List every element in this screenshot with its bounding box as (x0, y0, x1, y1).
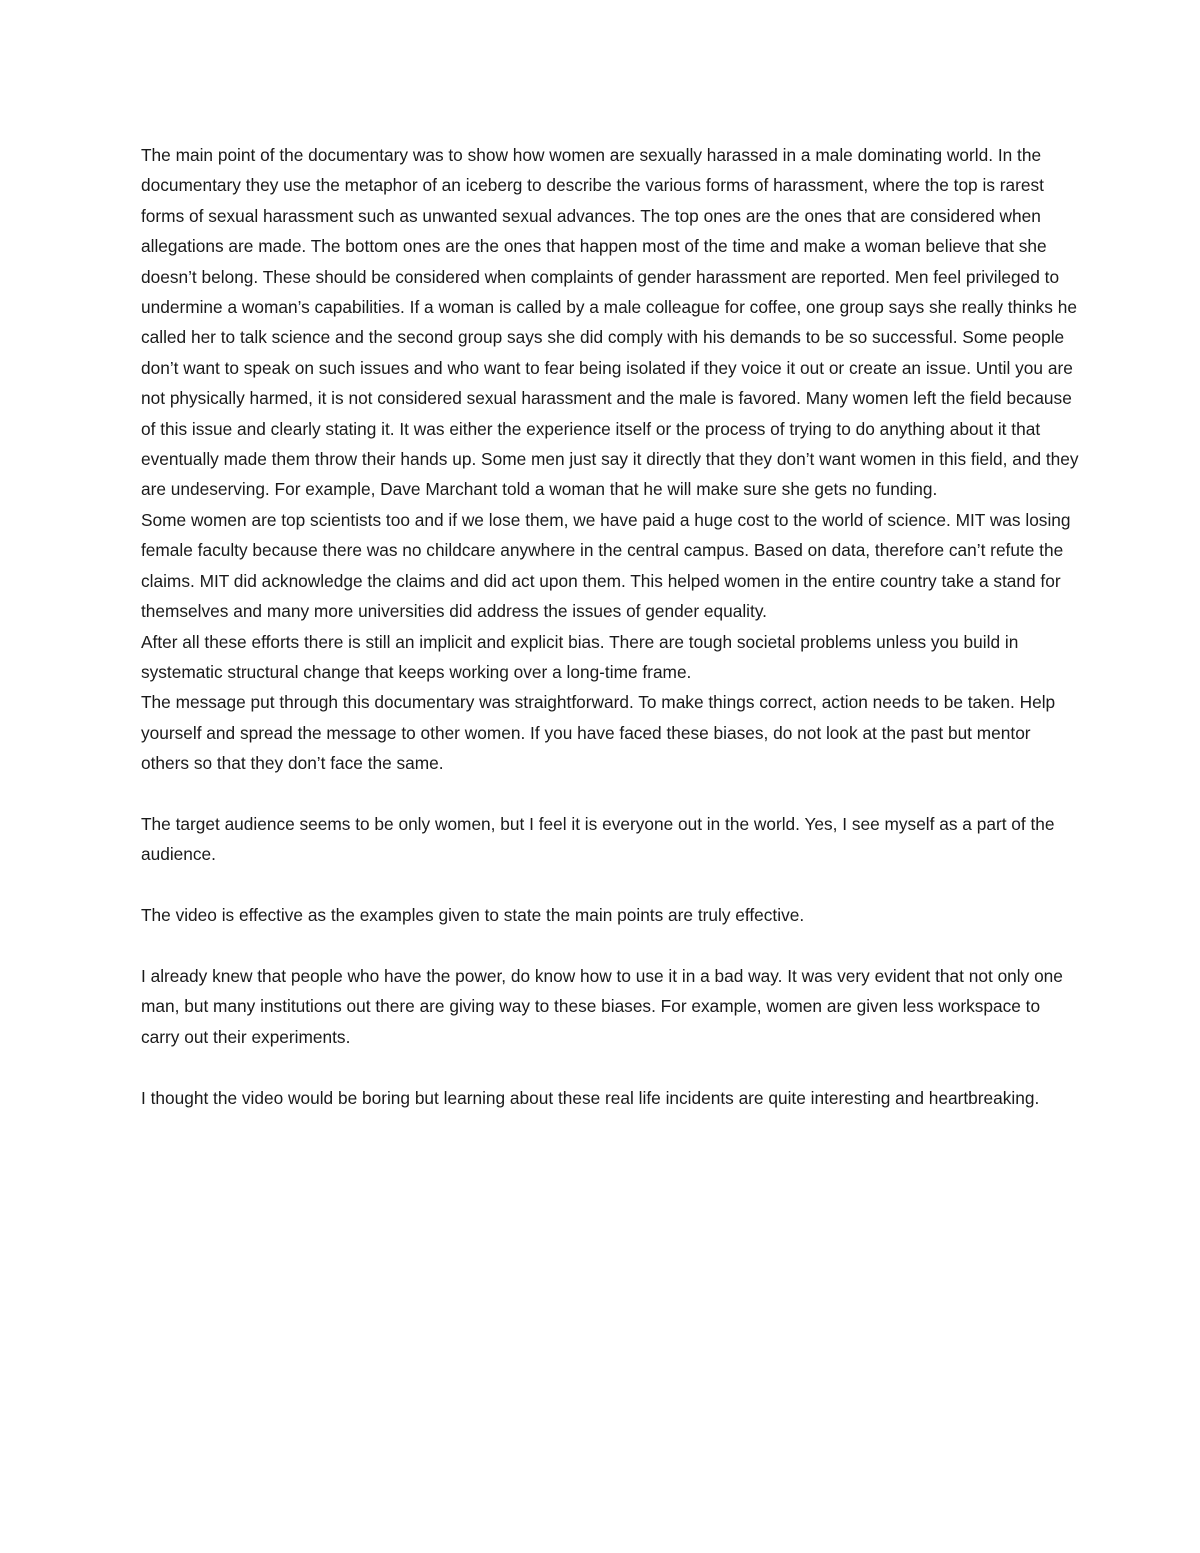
paragraph-documentary-main-point: The main point of the documentary was to show how women are sexually harassed in a male dominating world. In the documentary they use the metaphor of an iceberg to describe the various forms of harassment, where the top is rarest forms of sexual harassment such as unwanted sexual advances. The top ones are the ones that are considered when allegations are made. The bottom ones are the ones that happen most of the time and make a woman believe that she doesn’t belong. These should be considered when complaints of gender harassment are reported. Men feel privileged to undermine a woman’s capabilities. If a woman is called by a male colleague for coffee, one group says she really thinks he called her to talk science and the second group says she did comply with his demands to be so successful. Some people don’t want to speak on such issues and who want to fear being isolated if they voice it out or create an issue. Until you are not physically harmed, it is not considered sexual harassment and the male is favored. Many women left the field because of this issue and clearly stating it. It was either the experience itself or the process of trying to do anything about it that eventually made them throw their hands up. Some men just say it directly that they don’t want women in this field, and they are undeserving. For example, Dave Marchant told a woman that he will make sure she gets no funding. (141, 145, 1079, 500)
paragraph-message: The message put through this documentary was straightforward. To make things correct, action needs to be taken. Help yourself and spread the message to other women. If you have faced these biases, do not look at the past but mentor others so that they don’t face the same. (141, 692, 1056, 774)
document-body (141, 140, 1081, 1113)
paragraph-implicit-bias: After all these efforts there is still an implicit and explicit bias. There are tough societal problems unless you build in systematic structural change that keeps working over a long-time frame. (141, 631, 1019, 682)
paragraph-top-scientists: Some women are top scientists too and if we lose them, we have paid a huge cost to the world of science. MIT was losing female faculty because there was no childcare anywhere in the central campus. Based on data, therefore can’t refute the claims. MIT did acknowledge the claims and did act upon them. This helped women in the entire country take a stand for themselves and many more universities did address the issues of gender equality. (141, 509, 1071, 622)
paragraph-prior-knowledge: I already knew that people who have the power, do know how to use it in a bad way. It was very evident that not only one man, but many institutions out there are giving way to these biases. For example, women are given less workspace to carry out their experiments. (141, 965, 1063, 1047)
paragraph-conclusion: I thought the video would be boring but learning about these real life incidents are quite interesting and heartbreaking. (141, 1087, 1040, 1108)
paragraph-target-audience: The target audience seems to be only women, but I feel it is everyone out in the world. Yes, I see myself as a part of the audience. (141, 813, 1055, 865)
paragraph-effectiveness: The video is effective as the examples given to state the main points are truly effective. (141, 905, 805, 926)
